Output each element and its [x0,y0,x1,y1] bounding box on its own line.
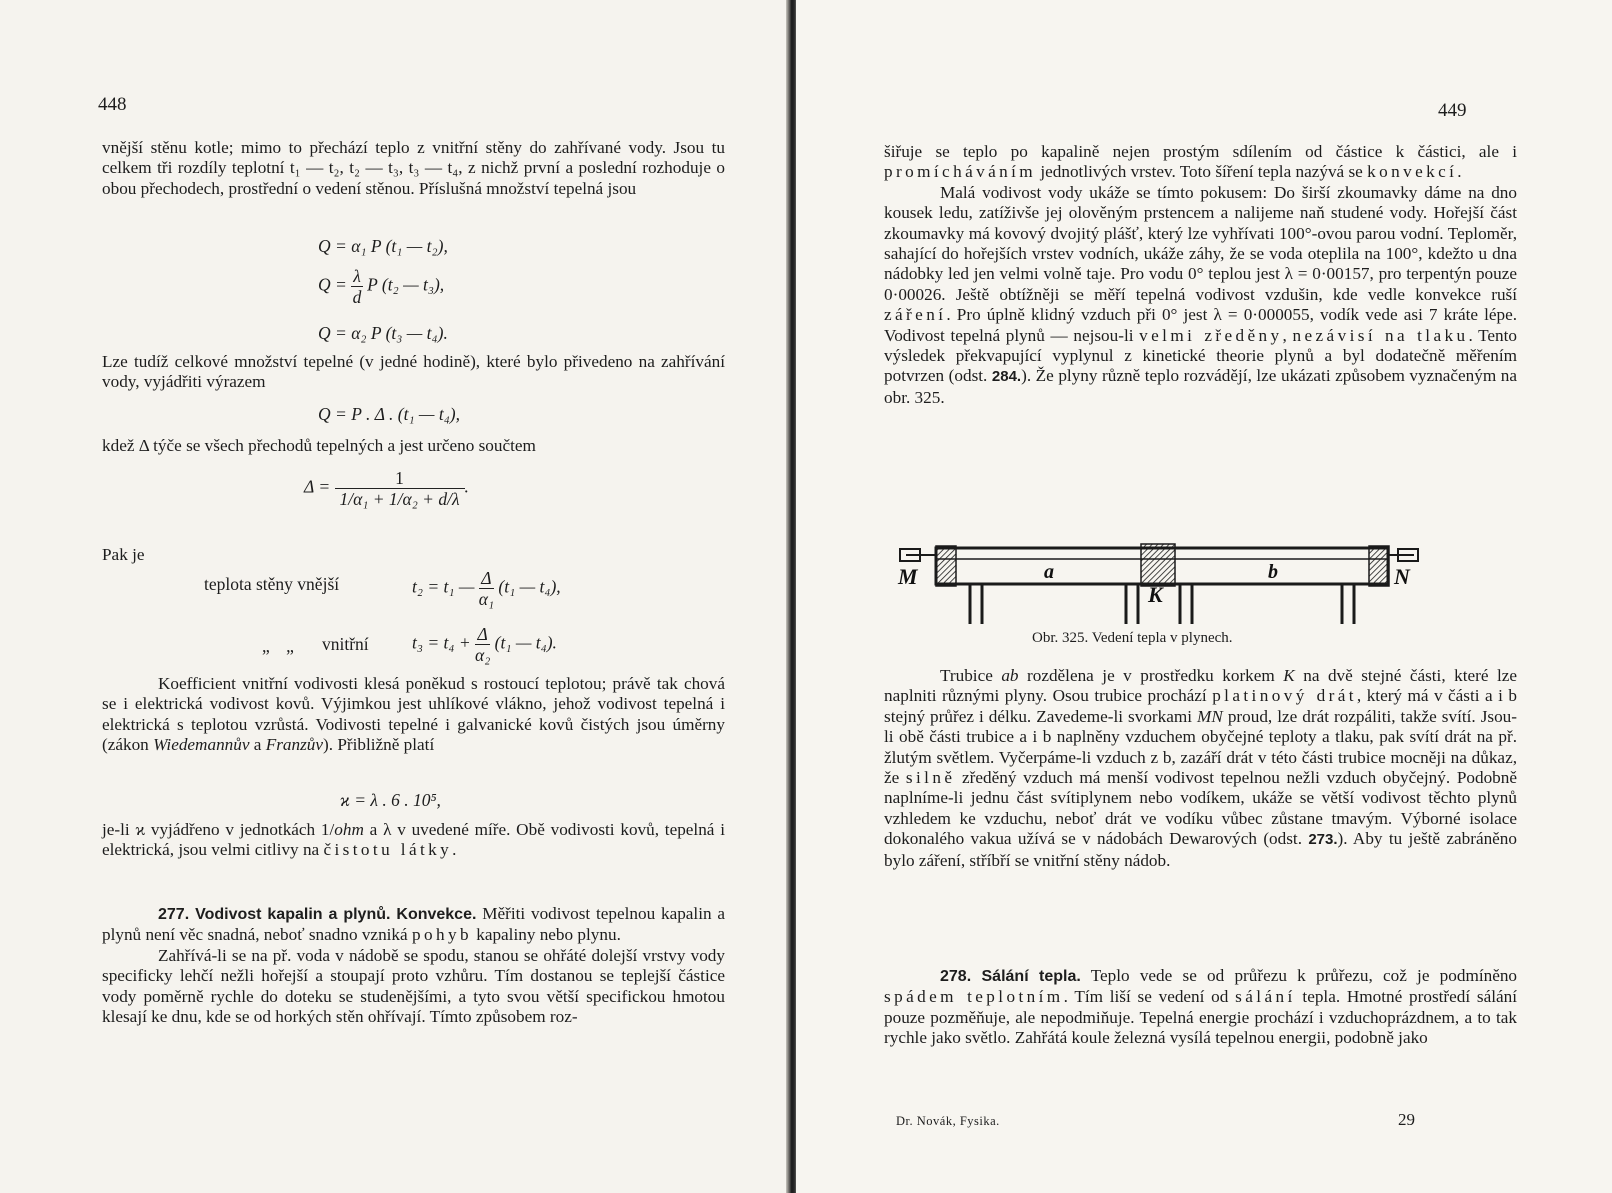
right-page [796,0,1612,1193]
cork-k [1141,544,1175,586]
right-para-1: šiřuje se teplo po kapalině nejen prostým sdílením od částice k částici, ale i promícháváním jednotlivých vrstev. Toto šíření tepla nazývá se konvekcí. Malá vodivost vody ukáže se tímto pokusem: Do širší zkoumavky dáme na dno kousek ledu, zatíživše jej olověným prstencem a nalijeme naň studené vody. Hořejší část zkoumavky má kovový dvojitý plášť, který lze vyhřívati 100°-ovou parou vodní. Teploměr, sahající do hořejších vrstev vodních, ukáže záhy, že se voda oteplila na 100°, kdežto u dna nádobky led jen velmi volně taje. Pro vodu 0° teplou jest λ = 0·00157, pro terpentýn pouze 0·00026. Ještě obtížněji se měří tepelná vodivost vzdušin, kde vedle konvekce ruší záření. Pro úplně klidný vzduch při 0° jest λ = 0·000055, vodík vede asi 7 kráte lépe. Vodivost tepelná plynů — nejsou-li velmi zředěny, nezávisí na tlaku. Tento výsledek překvapující vyplynul z kinetické theorie plynů a byl dodatečně měřením potvrzen (odst. 284.). Že plyny různě teplo rozvádějí, lze ukázati způsobem vyznačeným na obr. 325. [884,142,1518,407]
equation-q3: Q = α₂ P (t₃ — t₄). [318,323,448,343]
footer-author: Dr. Novák, Fysika. [896,1114,1000,1128]
equation-t3: t₃ = t₄ + $\frac{\Delta}{\text{α₂}}$ (t₁ — t₄). [412,624,557,665]
pak-je-label: Pak je [102,545,145,564]
left-para-6: Zahřívá-li se na př. voda v nádobě se spodu, stanou se ohřáté dolejší vrstvy vody specificky lehčí nežli hořejší a stoupají proto vzhůru. Tím dostanou se teplejší částice vody poměrně rychle do doteku se studenějšími, a tyto svou větší specifickou hmotou klesají ke dnu, kde se od horkých stěn ohřívají. Tímto způsobem roz- [102,945,725,1027]
leg-2 [1126,584,1138,624]
equation-t2: t₂ = t₁ — $\frac{\Delta}{\text{α₁}}$ (t₁ — t₄), [412,568,561,609]
leg-1 [970,584,982,624]
stopper-right [1369,546,1389,586]
leg-4 [1342,584,1354,624]
right-para-3: Trubice ab rozdělena je v prostředku korkem K na dvě stejné části, které lze naplniti různými plyny. Osou trubice prochází platinový drát, který má v části a i b stejný průřez i délku. Zavedeme-li svorkami MN proud, lze drát rozpáliti, takže svítí. Jsou-li obě části trubice a i b naplněny vzduchem obyčejné teploty a tlaku, pak svítí drát na př. žlutým světlem. Vyčerpáme-li vzduch z b, zazáří drát v této části trubice mocněji na důkaz, že silně zředěný vzduch má menší vodivost tepelnou nežli vzduch obyčejný. Podobně naplníme-li jednu část svítiplynem nebo vodíkem, ukáže se větší vodivost těchto plynů vzhledem ke vzduchu, neboť drát ve vodíku vůbec zůstane tmavým. Výborné isolace dokonalého vakua užívá se v nádobách Dewarových (odst. 273.). Aby tu ještě zabráněno bylo záření, stříbří se vnitřní stěny nádob. [884,666,1517,870]
section-278: 278. Sálání tepla. Teplo vede se od průřezu k průřezu, což je podmíněno spádem teplotním. Tím liší se vedení od sálání tepla. Hmotné prostředí sálání pouze pozměňuje, ale nepodmiňuje. Tepelná energie prochází i vzduchoprázdnem, a to tak rychle jako světlo. Zahřátá koule železná vysílá tepelnou energii, podobně jako [884,966,1518,1048]
page-number-left: 448 [98,94,127,115]
equation-q2: Q = $\frac{\lambda}{d}$ P (t₂ — t₃), [318,266,445,307]
stopper-left [936,546,956,586]
page-number-right: 449 [1438,100,1467,121]
figure-325 [896,534,1426,634]
left-page [0,0,790,1193]
label-b: b [1268,561,1278,583]
equation-q1: Q = α₁ P (t₁ — t₂), [318,236,448,256]
inner-wall-label: vnitřní [322,634,369,654]
left-para-1: vnější stěnu kotle; mimo to přechází teplo z vnitřní stěny do zahřívané vody. Jsou tu celkem tři rozdíly teplotní t₁ — t₂, t₂ — t₃, t₃ — t₄, z nichž první a poslední rozhoduje o obou přechodech, prostřední o vedení stěnou. Příslušná množství tepelná jsou [102,138,725,198]
label-k: K [1148,582,1163,607]
section-277: 277. Vodivost kapalin a plynů. Konvekce. Měřiti vodivost tepelnou kapalin a plynů není věc snadná, neboť snadno vzniká pohyb kapaliny nebo plynu. Zahřívá-li se na př. voda v nádobě se spodu, stanou se ohřáté dolejší vrstvy vody specificky lehčí nežli hořejší a stoupají proto vzhůru. Tím dostanou se teplejší částice vody poměrně rychle do doteku se studenějšími, a tyto svou větší specifickou hmotou klesají ke dnu, kde se od horkých stěn ohřívají. Tímto způsobem roz- [102,904,725,1027]
label-a: a [1044,561,1054,583]
left-para-4: Koefficient vnitřní vodivosti klesá poněkud s rostoucí teplotou; právě tak chová se i elektrická vodivost kovů. Výjimkou jest uhlíkové vlákno, jehož vodivost tepelná i elektrická s teplotou vzrůstá. Vodivosti tepelné i galvanické kovů čistých jsou úměrny (zákon Wiedemannův a Franzův). Přibližně platí [102,674,725,755]
equation-kappa: ϰ = λ . 6 . 10⁵, [340,790,441,810]
signature-number: 29 [1398,1110,1415,1129]
right-para-2: Malá vodivost vody ukáže se tímto pokusem: Do širší zkoumavky dáme na dno kousek ledu, zatíživše jej olověným prstencem a nalijeme naň studené vody. Hořejší část zkoumavky má kovový dvojitý plášť, který lze vyhřívati 100°-ovou parou vodní. Teploměr, sahající do hořejších vrstev vodních, ukáže záhy, že se voda oteplila na 100°, kdežto u dna nádobky led jen velmi volně taje. Pro vodu 0° teplou jest λ = 0·00157, pro terpentýn pouze 0·00026. Ještě obtížněji se měří tepelná vodivost vzdušin, kde vedle konvekce ruší záření. Pro úplně klidný vzduch při 0° jest λ = 0·000055, vodík vede asi 7 kráte lépe. Vodivost tepelná plynů — nejsou-li velmi zředěny, nezávisí na tlaku. Tento výsledek překvapující vyplynul z kinetické theorie plynů a byl dodatečně měřením potvrzen (odst. 284.). Že plyny různě teplo rozvádějí, lze ukázati způsobem vyznačeným na obr. 325. [884,182,1518,407]
section-278-title: 278. Sálání tepla. [940,968,1081,985]
outer-wall-label: teplota stěny vnější [204,574,340,594]
equation-delta: Δ = $\frac{1}{\text{1/α₁ + 1/α₂ + d/λ}}$ . [304,468,469,509]
left-para-2: Lze tudíž celkové množství tepelné (v jedné hodině), které bylo přivedeno na zahřívání vody, vyjádřiti výrazem [102,352,725,392]
figure-caption: Obr. 325. Vedení tepla v plynech. [1032,630,1233,646]
leg-3 [1180,584,1192,624]
left-para-3: kdež Δ týče se všech přechodů tepelných a jest určeno součtem [102,436,536,455]
section-277-title: 277. Vodivost kapalin a plynů. Konvekce. [158,906,477,923]
ditto-marks: „ „ [262,636,300,656]
left-para-5: je-li ϰ vyjádřeno v jednotkách 1/ohm a λ v uvedené míře. Obě vodivosti kovů, tepelná i elektrická, jsou velmi citlivy na čistotu látky. [102,820,725,860]
equation-q4: Q = P . Δ . (t₁ — t₄), [318,404,461,424]
label-m: M [898,564,918,589]
label-n: N [1394,564,1410,589]
